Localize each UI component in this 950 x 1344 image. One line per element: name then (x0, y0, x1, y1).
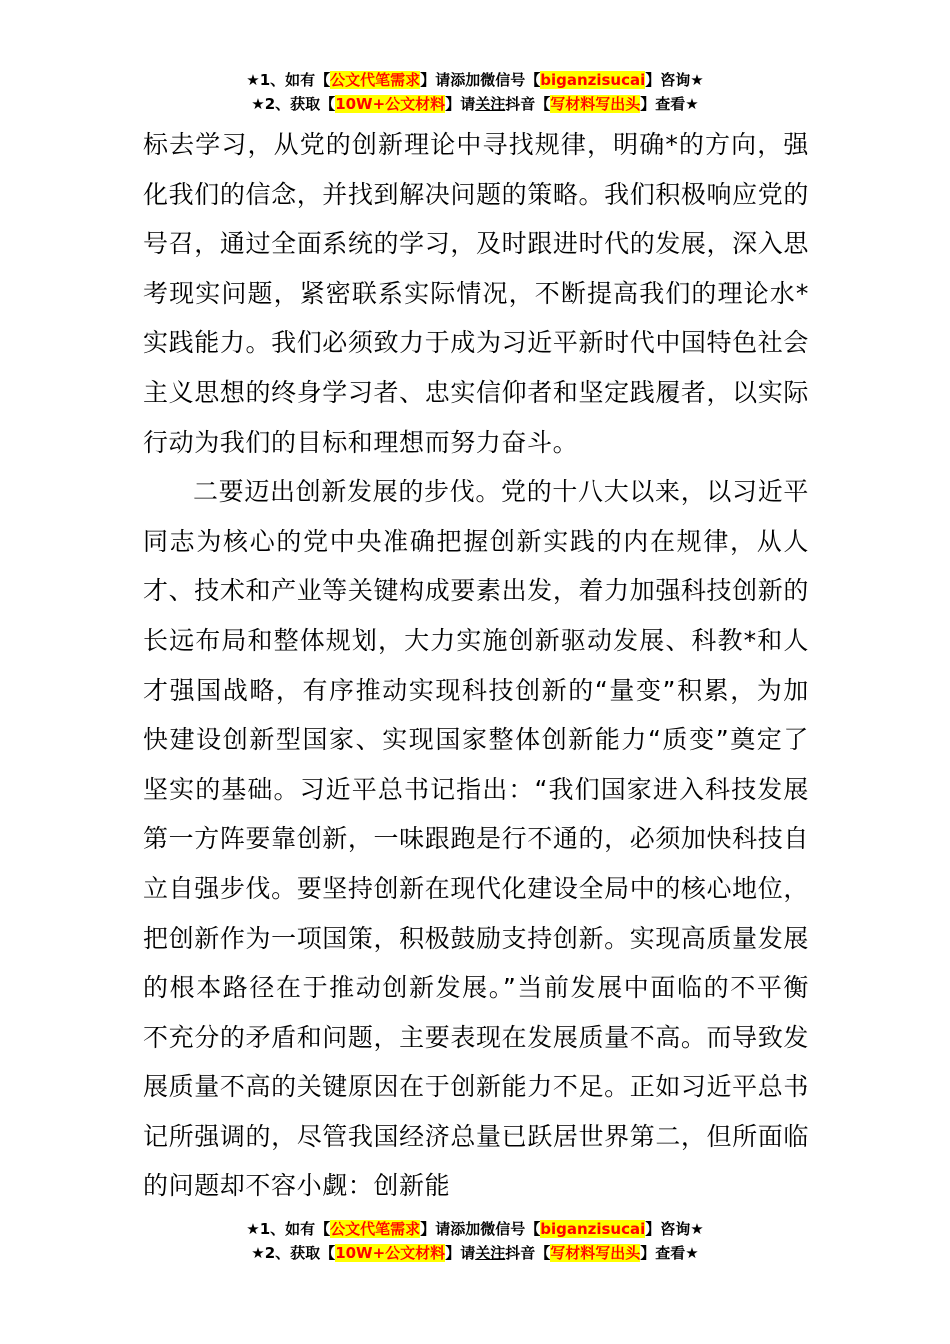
document-body (143, 120, 809, 1211)
highlight-douyin-account: 写材料写出头 (550, 1244, 641, 1262)
follow-underlined: 关注 (475, 1244, 506, 1262)
highlight-douyin-account: 写材料写出头 (550, 95, 641, 113)
highlight-materials: 10W+公文材料 (335, 95, 446, 113)
footer-ad-banner (0, 1217, 950, 1265)
banner-line-1: ★1、如有【公文代笔需求】请添加微信号【biganzisucai】咨询★ (246, 1220, 704, 1238)
banner-line-2: ★2、获取【10W+公文材料】请关注抖音【写材料写出头】查看★ (251, 1244, 699, 1262)
highlight-ghostwriting: 公文代笔需求 (330, 1220, 421, 1238)
highlight-ghostwriting: 公文代笔需求 (330, 71, 421, 89)
banner-line-2: ★2、获取【10W+公文材料】请关注抖音【写材料写出头】查看★ (251, 95, 699, 113)
banner-line-1: ★1、如有【公文代笔需求】请添加微信号【biganzisucai】咨询★ (246, 71, 704, 89)
highlight-wechat-id: biganzisucai (540, 71, 646, 89)
paragraph-innovation: 二要迈出创新发展的步伐。党的十八大以来，以习近平同志为核心的党中央准确把握创新实践的内在规律，从人才、技术和产业等关键构成要素出发，着力加强科技创新的长远布局和整体规划，大力实施创新驱动发展、科教*和人才强国战略，有序推动实现科技创新的“量变”积累，为加快建设创新型国家、实现国家整体创新能力“质变”奠定了坚实的基础。习近平总书记指出：“我们国家进入科技发展第一方阵要靠创新，一味跟跑是行不通的，必须加快科技自立自强步伐。要坚持创新在现代化建设全局中的核心地位，把创新作为一项国策，积极鼓励支持创新。实现高质量发展的根本路径在于推动创新发展。”当前发展中面临的不平衡不充分的矛盾和问题，主要表现在发展质量不高。而导致发展质量不高的关键原因在于创新能力不足。正如习近平总书记所强调的，尽管我国经济总量已跃居世界第二，但所面临的问题却不容小觑：创新能 (143, 477, 809, 1201)
paragraph-continuation: 标去学习，从党的创新理论中寻找规律，明确*的方向，强化我们的信念，并找到解决问题的策略。我们积极响应党的号召，通过全面系统的学习，及时跟进时代的发展，深入思考现实问题，紧密联系实际情况，不断提高我们的理论水*实践能力。我们必须致力于成为习近平新时代中国特色社会主义思想的终身学习者、忠实信仰者和坚定践履者，以实际行动为我们的目标和理想而努力奋斗。 (143, 130, 809, 457)
highlight-wechat-id: biganzisucai (540, 1220, 646, 1238)
follow-underlined: 关注 (475, 95, 506, 113)
header-ad-banner (0, 68, 950, 116)
highlight-materials: 10W+公文材料 (335, 1244, 446, 1262)
